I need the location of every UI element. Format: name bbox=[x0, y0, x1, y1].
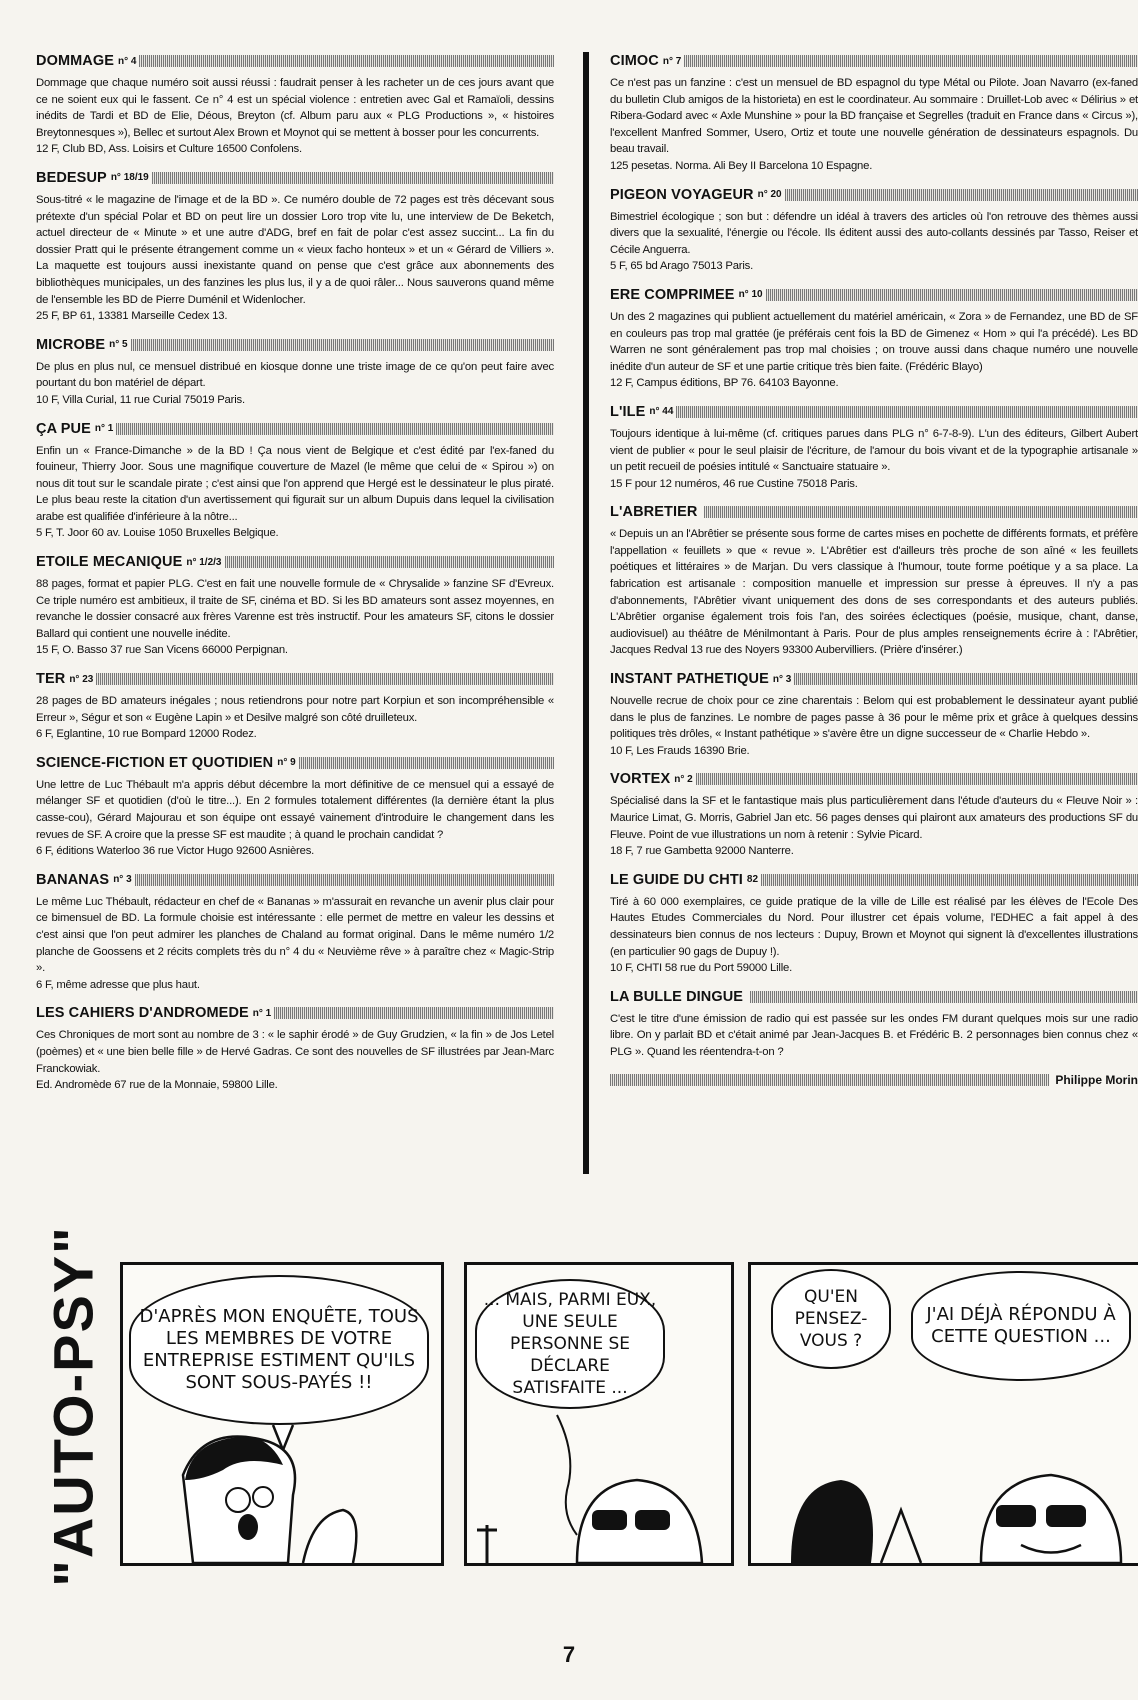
review-entry bbox=[610, 403, 1138, 492]
header-rule bbox=[684, 55, 1138, 67]
entry-header bbox=[610, 503, 1138, 521]
comic-panel-1 bbox=[120, 1262, 444, 1566]
entry-address: 10 F, CHTI 58 rue du Port 59000 Lille. bbox=[610, 962, 793, 975]
entry-title: SCIENCE-FICTION ET QUOTIDIEN bbox=[36, 754, 274, 771]
entry-issue-number: n° 44 bbox=[649, 406, 674, 418]
entry-address: 10 F, Les Frauds 16390 Brie. bbox=[610, 744, 750, 757]
entry-title: LES CAHIERS D'ANDROMEDE bbox=[36, 1005, 249, 1022]
entry-header bbox=[610, 403, 1138, 421]
entry-address: 125 pesetas. Norma. Ali Bey II Barcelona 10 Espagne. bbox=[610, 159, 873, 172]
entry-title: INSTANT PATHETIQUE bbox=[610, 671, 769, 688]
left-column bbox=[36, 52, 554, 1105]
header-rule bbox=[116, 423, 554, 435]
entry-body: Sous-titré « le magazine de l'image et de la BD ». Ce numéro double de 72 pages est très décevant sous prétexte d'un spécial Polar et BD on peut lire un dossier Loro trop vite lu, une interview de De Beketch, actuel directeur de « Minute » et une autre d'ADG, bref en fait de polar c'est assez succint... La fin du dossier Pratt qui le présente étrangement comme un « vieux facho honteux » et un « Gérard de Villiers ». La maquette est toujours aussi inexistante quand on pense que c'est grâce aux abonnements des bibliothèques municipales, un des fanzines les plus lus, il y a de quoi râler... Nous sauverons quand même de l'ensemble les BD de Pierre Duménil et Widenlocher. bbox=[36, 193, 554, 306]
page-number: 7 bbox=[562, 1642, 576, 1667]
entry-body: Une lettre de Luc Thébault m'a appris début décembre la mort définitive de ce mensuel qui a essayé de mélanger SF et quotidien (d'où le titre...). En 2 formules totalement différentes (la dernière étant la plus casse-cou), Gérard Majourau et son équipe ont essayé vainement d'introduire le changement dans les revues de SF. A croire que la presse SF est maudite ; à quand le prochain candidat ? bbox=[36, 778, 554, 841]
review-entry bbox=[36, 1004, 554, 1093]
header-rule bbox=[704, 506, 1138, 518]
review-entry bbox=[610, 670, 1138, 759]
entry-body: 88 pages, format et papier PLG. C'est en fait une nouvelle formule de « Chrysalide » fanzine SF d'Evreux. Ce triple numéro est ambitieux, il traite de SF, cinéma et BD. Si les BD amateurs sont assez moyennes, en revanche le dossier consacré aux frères Varenne est très instructif. Pour les amateurs SF, citons le dossier Ballard qui contient une nouvelle inédite. bbox=[36, 578, 554, 640]
entry-body: 28 pages de BD amateurs inégales ; nous retiendrons pour notre part Korpiun et son incompréhensible « Erreur », Ségur et son « Eugène Lapin » et Desilve malgré son côté druilleteux. bbox=[36, 695, 554, 724]
review-entry bbox=[610, 286, 1138, 392]
review-entry bbox=[610, 52, 1138, 175]
entry-header bbox=[36, 169, 554, 187]
character-3-drawing bbox=[751, 1265, 1138, 1563]
entry-header bbox=[36, 871, 554, 889]
entry-header bbox=[36, 336, 554, 354]
character-1-drawing bbox=[123, 1265, 441, 1563]
entry-title: VORTEX bbox=[610, 771, 671, 788]
entry-body: Dommage que chaque numéro soit aussi réussi : faudrait penser à les racheter un de ces jours avant que ce ne soient eux qui le fassent. Ce n° 4 est un spécial violence : entretien avec Gal et Ramaïoli, dessins inédits de Tardi et BD de Elie, Déous, Breyton (cf. Album paru aux « PLG Productions », « histoires Breytonnesques »), Bellec et surtout Alex Brown et Moynot qui se mettent à bosser pour les concurrents. bbox=[36, 77, 554, 139]
entry-header bbox=[36, 670, 554, 688]
entry-address: 15 F, O. Basso 37 rue San Vicens 66000 Perpignan. bbox=[36, 644, 288, 657]
entry-header bbox=[610, 670, 1138, 688]
entry-body: C'est le titre d'une émission de radio qui est passée sur les ondes FM durant quelques mois sur une radio libre. On y parlait BD et c'était animé par Jean-Jacques B. et Frédéric B. 2 personnages bien connus chez « PLG ». Quand les réentendra-t-on ? bbox=[610, 1012, 1138, 1058]
header-rule bbox=[766, 289, 1138, 301]
signature-line bbox=[610, 1072, 1138, 1088]
speech-bubble-2: ... MAIS, PARMI EUX, UNE SEULE PERSONNE SE DÉCLARE SATISFAITE ... bbox=[475, 1279, 665, 1409]
review-entry bbox=[610, 770, 1138, 859]
entry-header bbox=[36, 553, 554, 571]
entry-issue-number: n° 2 bbox=[674, 773, 693, 785]
entry-issue-number: n° 3 bbox=[113, 874, 132, 886]
header-rule bbox=[139, 55, 554, 67]
review-entry bbox=[36, 52, 554, 158]
header-rule bbox=[225, 556, 555, 568]
header-rule bbox=[152, 172, 554, 184]
speech-bubble-3: QU'EN PENSEZ-VOUS ? bbox=[771, 1269, 891, 1369]
review-entry bbox=[36, 420, 554, 543]
comic-panel-3 bbox=[748, 1262, 1138, 1566]
entry-issue-number: n° 20 bbox=[757, 189, 782, 201]
entry-address: 18 F, 7 rue Gambetta 92000 Nanterre. bbox=[610, 845, 794, 858]
entry-title: MICROBE bbox=[36, 336, 106, 353]
signature-rule bbox=[610, 1074, 1049, 1086]
entry-body: Un des 2 magazines qui publient actuellement du matériel américain, « Zora » de Fernandez, une BD de SF en couleurs pas trop mal grattée (je préférais cent fois la BD de Gimenez « Hom » qui l'a précédé). Les BD Warren ne sont généralement pas trop mal choisies ; on trouve aussi dans chaque numéro une nouvelle inédite d'un auteur de SF et une partie critique très bien faite. (Frédéric Blayo) bbox=[610, 310, 1138, 373]
entry-title: L'ABRETIER bbox=[610, 504, 698, 521]
entry-title: LE GUIDE DU CHTI bbox=[610, 871, 743, 888]
comic-panel-2 bbox=[464, 1262, 734, 1566]
review-entry bbox=[36, 871, 554, 994]
entry-title: L'ILE bbox=[610, 403, 646, 420]
entry-title: CIMOC bbox=[610, 53, 659, 69]
entry-issue-number: n° 9 bbox=[277, 757, 296, 769]
entry-issue-number: n° 1 bbox=[252, 1007, 272, 1019]
entry-header bbox=[36, 420, 554, 438]
entry-header bbox=[36, 1004, 554, 1022]
entry-title: PIGEON VOYAGEUR bbox=[610, 186, 754, 203]
entry-address: 5 F, T. Joor 60 av. Louise 1050 Bruxelles Belgique. bbox=[36, 527, 279, 540]
entry-address: 15 F pour 12 numéros, 46 rue Custine 75018 Paris. bbox=[610, 477, 858, 490]
entry-title: TER bbox=[36, 671, 66, 688]
entry-header bbox=[610, 770, 1138, 788]
entry-issue-number: n° 1/2/3 bbox=[186, 556, 222, 568]
entry-header bbox=[36, 52, 554, 70]
header-rule bbox=[274, 1007, 554, 1019]
entry-body: « Depuis un an l'Abrêtier se présente sous forme de cartes mises en pochette de différents formats, et préfère l'appellation « feuillets » que « revue ». L'Abrêtier est d'ailleurs très proche de son aîné « les feuillets poétiques et littéraires » de Marjan. Du vers classique à l'humour, toute forme poétique y a sa place. La fabrication est artisanale : composition manuelle et impression sur presse à épreuves. Il n'y a pas d'abonnements, l'Abrêtier vivant uniquement des dons de ses correspondants et des auteurs publiés. L'Abrêtier organise également trois fois l'an, des soirées éclectiques (poésie, musique, chant, danse, audiovisuel) au théâtre de Ménilmontant à Paris. Pour de plus amples renseignements écrire à : l'Abrêtier, Jacques Redval 13 rue des Noyers 93300 Aubervilliers. (Prière d'insérer.) bbox=[610, 528, 1138, 657]
entry-body: Tiré à 60 000 exemplaires, ce guide pratique de la ville de Lille est réalisé par les élèves de l'Ecole Des Hautes Etudes Commerciales du Nord. Pour illustrer cet épais volume, l'EDHEC a fait appel à des dessinateurs bien connus de nos lecteurs : Dupuy, Brown et Moynot qui signent là d'excellentes illustrations (en particulier 90 gags de Dupuy !). bbox=[610, 895, 1138, 958]
review-entry bbox=[610, 503, 1138, 659]
speech-bubble-1: D'APRÈS MON ENQUÊTE, TOUS LES MEMBRES DE VOTRE ENTREPRISE ESTIMENT QU'ILS SONT SOUS-PAYÉS !! bbox=[129, 1275, 429, 1425]
entry-issue-number: n° 5 bbox=[109, 339, 128, 351]
entry-title: DOMMAGE bbox=[36, 53, 115, 69]
right-column bbox=[610, 52, 1138, 1088]
header-rule bbox=[794, 673, 1138, 685]
entry-address: 12 F, Club BD, Ass. Loisirs et Culture 16500 Confolens. bbox=[36, 143, 302, 156]
review-entry bbox=[610, 186, 1138, 275]
character-2-drawing bbox=[467, 1265, 731, 1563]
entry-body: De plus en plus nul, ce mensuel distribué en kiosque donne une triste image de ce qu'on peut faire avec pourtant du bon matériel de départ. bbox=[36, 360, 554, 390]
header-rule bbox=[96, 673, 554, 685]
entry-address: 6 F, même adresse que plus haut. bbox=[36, 978, 200, 991]
entry-title: ERE COMPRIMEE bbox=[610, 286, 735, 303]
header-rule bbox=[761, 874, 1138, 886]
entry-body: Le même Luc Thébault, rédacteur en chef de « Bananas » m'assurait en revanche un avenir plus clair pour ce bimensuel de BD. La formule choisie est intéressante : elle permet de mettre en valeur les dessins et c'est ainsi que l'on peut admirer les planches de Chaland au format original. Dans le même numéro 1/2 planche de Goossens et 2 récits complets très du n° 4 du « Neuvième rêve » à paraître chez « Magic-Strip ». bbox=[36, 895, 554, 975]
entry-issue-number: n° 18/19 bbox=[110, 172, 149, 184]
header-rule bbox=[750, 991, 1138, 1003]
entry-title: ÇA PUE bbox=[36, 420, 91, 437]
review-entry bbox=[610, 871, 1138, 977]
comic-strip bbox=[30, 1225, 1138, 1587]
entry-header bbox=[610, 286, 1138, 304]
entry-title: BEDESUP bbox=[36, 169, 107, 186]
entry-body: Enfin un « France-Dimanche » de la BD ! Ça nous vient de Belgique et c'est édité par l'ex-faned du fouineur, Thierry Joor. Sous une magnifique couverture de Mazel (le même que celui de « Spirou ») on nous dit tout sur le scandale pirate ; c'est ainsi que l'on apprend que Hergé est le dessinateur le plus piraté. Le plus beau reste la citation d'un avertissement qui figurait sur un album Dupuis dans lequel la civilisation arabe est qualifiée d'inférieure à la nôtre... bbox=[36, 444, 554, 523]
review-entry bbox=[36, 169, 554, 325]
entry-issue-number: n° 4 bbox=[118, 55, 137, 67]
comic-title bbox=[30, 1225, 116, 1587]
review-entry bbox=[610, 988, 1138, 1061]
entry-address: 25 F, BP 61, 13381 Marseille Cedex 13. bbox=[36, 310, 228, 323]
header-rule bbox=[299, 757, 554, 769]
entry-body: Ce n'est pas un fanzine : c'est un mensuel de BD espagnol du type Métal ou Pilote. Joan Navarro (ex-faned du bulletin Club amigos de la historieta) en est le coordinateur. Au sommaire : Druillet-Lob avec « Délirius » et Ribera-Godard avec « Axle Munshine » pour la BD française et Segrelles (traduit en France dans « Circus »), l'excellent Manfred Sommer, Usero, Ortiz et toute une nouvelle génération de dessinateurs espagnols. Du beau travail. bbox=[610, 77, 1138, 156]
comic-title-text: "AUTO-PSY" bbox=[41, 1225, 105, 1587]
entry-header bbox=[36, 754, 554, 772]
entry-title: ETOILE MECANIQUE bbox=[36, 554, 183, 571]
entry-body: Toujours identique à lui-même (cf. critiques parues dans PLG n° 6-7-8-9). L'un des éditeurs, Gilbert Aubert vient de publier « pour le seul plaisir de l'écriture, de l'amour du bois vivant et de la typographie artisanale » un petit recueil de poésies intitulé « Sanctuaire statuaire ». bbox=[610, 427, 1138, 474]
entry-address: Ed. Andromède 67 rue de la Monnaie, 59800 Lille. bbox=[36, 1079, 278, 1092]
entry-issue-number: n° 1 bbox=[94, 423, 114, 434]
header-rule bbox=[785, 189, 1138, 201]
entry-issue-number: 82 bbox=[746, 874, 759, 886]
entry-address: 10 F, Villa Curial, 11 rue Curial 75019 Paris. bbox=[36, 393, 245, 406]
header-rule bbox=[131, 339, 554, 351]
entry-body: Spécialisé dans la SF et le fantastique mais plus particulièrement dans l'étude d'auteurs du « Fleuve Noir » : Maurice Limat, G. Morris, Gabriel Jan etc. 56 pages denses qui plairont aux amateurs des productions SF du Fleuve. Point de vue illustrations un nom à retenir : Sylvie Picard. bbox=[610, 795, 1138, 841]
entry-header bbox=[610, 186, 1138, 204]
review-entry bbox=[36, 670, 554, 743]
entry-issue-number: n° 7 bbox=[662, 55, 682, 67]
speech-bubble-4: J'AI DÉJÀ RÉPONDU À CETTE QUESTION ... bbox=[911, 1271, 1131, 1381]
review-entry bbox=[36, 553, 554, 659]
author-signature: Philippe Morin bbox=[1055, 1072, 1138, 1087]
entry-issue-number: n° 3 bbox=[772, 673, 792, 685]
review-entry bbox=[36, 754, 554, 860]
entry-header bbox=[610, 52, 1138, 70]
header-rule bbox=[676, 406, 1138, 418]
entry-issue-number: n° 23 bbox=[69, 673, 94, 685]
header-rule bbox=[135, 874, 554, 886]
entry-address: 12 F, Campus éditions, BP 76. 64103 Bayonne. bbox=[610, 377, 839, 390]
entry-address: 6 F, éditions Waterloo 36 rue Victor Hugo 92600 Asnières. bbox=[36, 845, 315, 858]
entry-header bbox=[610, 871, 1138, 889]
review-entry bbox=[36, 336, 554, 409]
entry-header bbox=[610, 988, 1138, 1006]
header-rule bbox=[696, 773, 1138, 785]
entry-body: Nouvelle recrue de choix pour ce zine charentais : Belom qui est probablement le dessinateur ayant publié dans le plus de fanzines. Le nombre de pages passe à 36 pour le même prix et grâce à quelques dessins politiques très drôles, « Instant pathétique » s'avère être un digne successeur de « Charlie Hebdo ». bbox=[610, 695, 1138, 741]
entry-address: 6 F, Eglantine, 10 rue Bompard 12000 Rodez. bbox=[36, 728, 257, 741]
column-divider bbox=[583, 52, 589, 1174]
entry-body: Bimestriel écologique ; son but : défendre un idéal à travers des articles où l'on retrouve des thèmes aussi divers que la sexualité, l'énergie ou l'école. Ils éditent aussi des auto-collants dessinés par Tasso, Reiser et Cécile Anguerra. bbox=[610, 210, 1138, 256]
entry-body: Ces Chroniques de mort sont au nombre de 3 : « le saphir érodé » de Guy Grudzien, « la fin » de Jos Letel (poèmes) et « une bien belle fille » de Hervé Gadras. Ce sont des nouvelles de SF illustrées par Jean-Marc Franckowiak. bbox=[36, 1029, 554, 1075]
entry-issue-number: n° 10 bbox=[738, 289, 763, 301]
entry-title: BANANAS bbox=[36, 871, 110, 888]
entry-address: 5 F, 65 bd Arago 75013 Paris. bbox=[610, 260, 754, 273]
entry-title: LA BULLE DINGUE bbox=[610, 988, 744, 1005]
